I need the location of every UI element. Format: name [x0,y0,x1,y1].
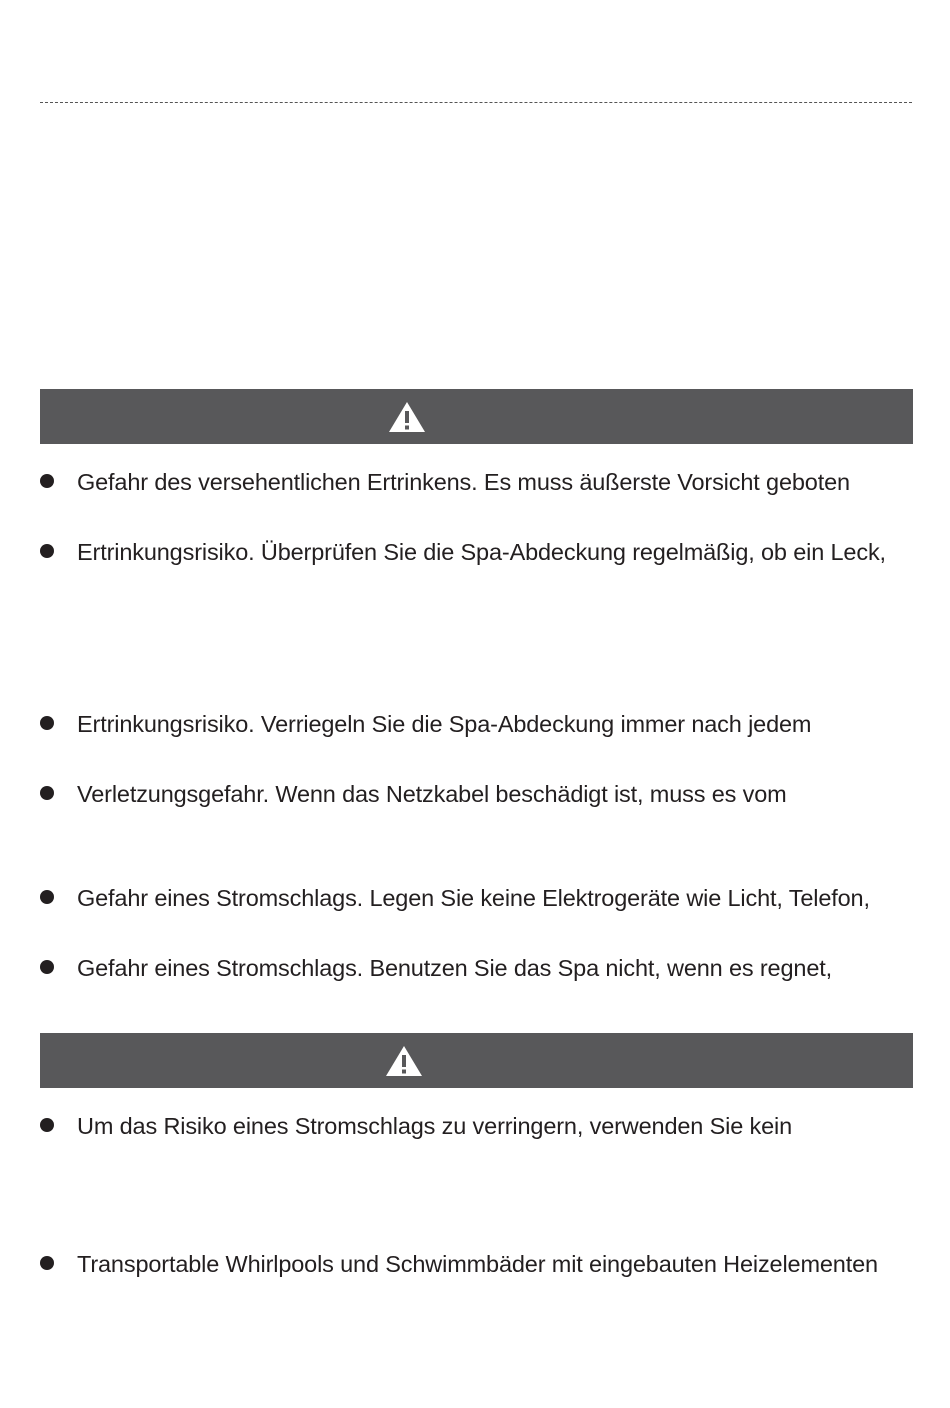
bullet-icon [40,786,54,800]
list-item [0,777,950,811]
list-item-text: Ertrinkungsrisiko. Verriegeln Sie die Spa-Abdeckung immer nach jedem [77,711,812,737]
list-item [0,535,950,569]
list-item-text: Gefahr des versehentlichen Ertrinkens. Es muss äußerste Vorsicht geboten [77,469,850,495]
bullet-icon [40,716,54,730]
bullet-icon [40,890,54,904]
list-item [0,1109,950,1143]
list-item [0,881,950,915]
warning-triangle-icon [384,1044,424,1078]
bullet-icon [40,960,54,974]
warning-bar [40,1033,913,1088]
list-item-text: Um das Risiko eines Stromschlags zu verringern, verwenden Sie kein [77,1113,792,1139]
top-dashed-divider [40,102,912,103]
warning-bar [40,389,913,444]
list-item [0,465,950,499]
bullet-icon [40,1256,54,1270]
list-item-text: Verletzungsgefahr. Wenn das Netzkabel beschädigt ist, muss es vom [77,781,787,807]
list-item [0,707,950,741]
list-item [0,1247,950,1281]
list-item [0,951,950,985]
list-item-text: Ertrinkungsrisiko. Überprüfen Sie die Spa-Abdeckung regelmäßig, ob ein Leck, [77,539,886,565]
bullet-icon [40,544,54,558]
bullet-icon [40,474,54,488]
list-item-text: Gefahr eines Stromschlags. Legen Sie keine Elektrogeräte wie Licht, Telefon, [77,885,870,911]
bullet-icon [40,1118,54,1132]
list-item-text: Transportable Whirlpools und Schwimmbäder mit eingebauten Heizelementen [77,1251,878,1277]
warning-triangle-icon [387,400,427,434]
list-item-text: Gefahr eines Stromschlags. Benutzen Sie das Spa nicht, wenn es regnet, [77,955,832,981]
